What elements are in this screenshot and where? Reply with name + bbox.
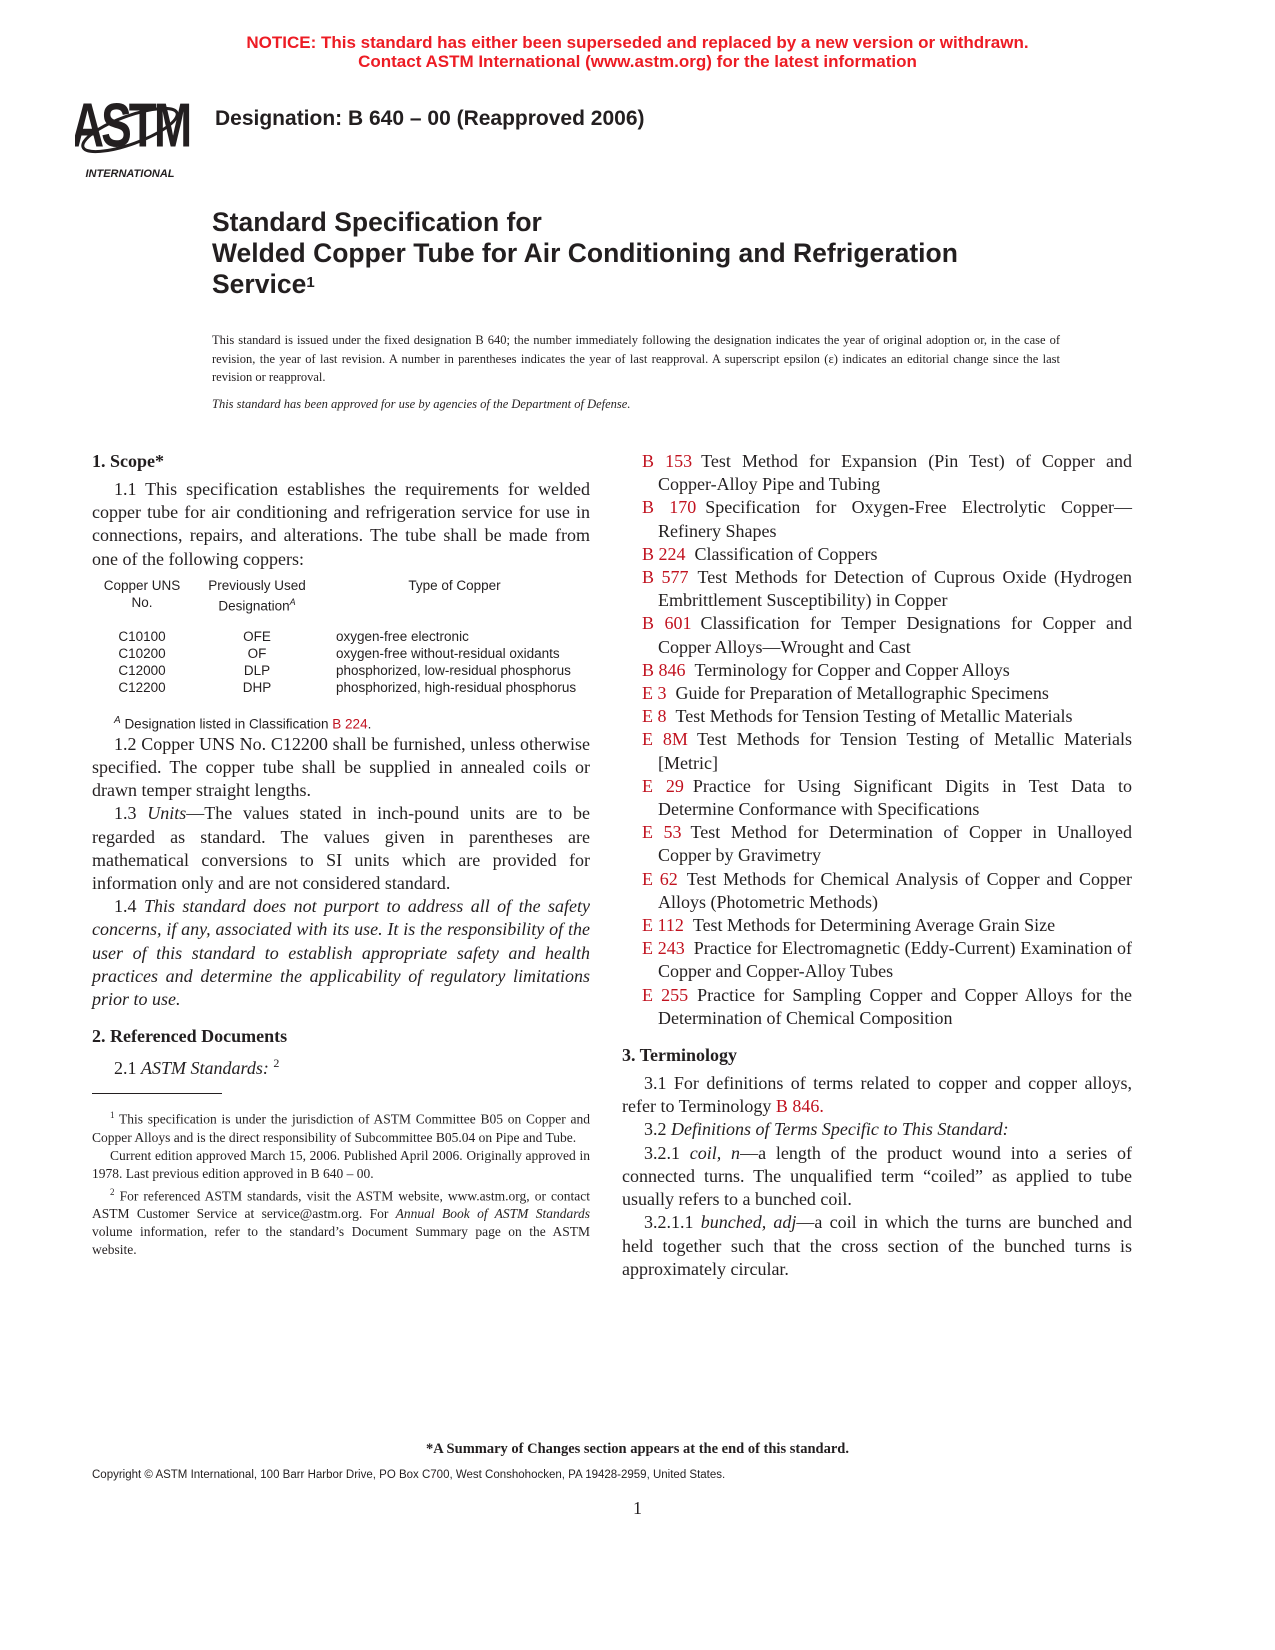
footnote-divider (92, 1093, 222, 1094)
title-line-3: Service$^1$ (212, 269, 315, 299)
superseded-notice (0, 33, 1275, 71)
reference-title: Test Methods for Determining Average Grain Size (692, 915, 1056, 936)
reference-code-link[interactable]: B 577 (642, 567, 689, 588)
document-title (212, 207, 958, 300)
footnote-2-link[interactable]: 2 (273, 1056, 280, 1071)
reference-title: Test Methods for Chemical Analysis of Copper and Copper Alloys (Photometric Methods) (658, 868, 1132, 912)
reference-title: Specification for Oxygen-Free Electrolytic Copper—Refinery Shapes (658, 497, 1132, 541)
reference-item (642, 914, 1132, 937)
paragraph-1-4: 1.4 This standard does not purport to address all of the safety concerns, if any, associated with its use. It is the responsibility of the user of this standard to establish appropriate safety and health practices and determine the applicability of regulatory limitations prior to use. (92, 896, 590, 1010)
notice-line-2: Contact ASTM International (www.astm.org) for the latest information (358, 52, 917, 71)
reference-item (642, 496, 1132, 542)
table-row: C10100 OFE oxygen-free electronic (118, 629, 469, 645)
footnote-2: $^2$ For referenced ASTM standards, visit the ASTM website, www.astm.org, or contact ASTM Customer Service at service@astm.org. For Annual Book of ASTM Standards volume information, refer to the standard’s Document Summary page on the ASTM website. (92, 1186, 591, 1257)
column-header-designation: Previously Used Designation$^A$ (208, 577, 306, 614)
reference-code-link[interactable]: E 8M (642, 729, 688, 750)
page-number: 1 (633, 1498, 642, 1518)
notice-line-1: NOTICE: This standard has either been superseded and replaced by a new version or withdrawn. (246, 33, 1029, 52)
reference-item (642, 868, 1132, 914)
link-b846[interactable]: B 846. (775, 1096, 824, 1117)
reference-code-link[interactable]: E 255 (642, 984, 689, 1005)
summary-of-changes-note: *A Summary of Changes section appears at the end of this standard. (426, 1441, 849, 1457)
section-1-heading: 1. Scope* (92, 451, 164, 471)
paragraph-3-2-1: 3.2.1 coil, n—a length of the product wound into a series of connected turns. The unqualified term “coiled” as applied to tube usually refers to a bunched coil. (622, 1142, 1132, 1210)
reference-code-link[interactable]: B 601 (642, 613, 692, 634)
reference-item (642, 984, 1132, 1030)
reference-title: Test Methods for Detection of Cuprous Oxide (Hydrogen Embrittlement Susceptibility) in Copper (658, 567, 1132, 611)
reference-title: Classification of Coppers (694, 543, 878, 564)
left-column (92, 450, 590, 1080)
reference-item (642, 682, 1132, 705)
copper-types-table (92, 577, 587, 697)
link-b224[interactable]: B 224 (332, 716, 368, 732)
footnote-1: $^1$ This specification is under the jurisdiction of ASTM Committee B05 on Copper and Copper Alloys and is the direct responsibility of Subcommittee B05.04 on Pipe and Tube. (92, 1110, 590, 1145)
reference-title: Practice for Sampling Copper and Copper Alloys for the Determination of Chemical Composition (658, 984, 1132, 1028)
footnotes (92, 1106, 590, 1259)
referenced-standards-list (642, 450, 1133, 1030)
issuance-statement: This standard is issued under the fixed designation B 640; the number immediately following the designation indicates the year of original adoption or, in the case of revision, the year of last revision. A number in parentheses indicates the year of last reapproval. A superscript epsilon (ε) indicates an editorial change since the last revision or reapproval. (212, 333, 1060, 384)
section-2-heading: 2. Referenced Documents (92, 1026, 288, 1047)
astm-logo (75, 95, 195, 180)
svg-text:ASTM: ASTM (75, 95, 190, 160)
section-3-heading: 3. Terminology (622, 1045, 738, 1066)
title-footnote-link[interactable]: 1 (306, 274, 315, 291)
reference-title: Test Method for Expansion (Pin Test) of Copper and Copper-Alloy Pipe and Tubing (658, 451, 1132, 495)
reference-title: Practice for Using Significant Digits in Test Data to Determine Conformance with Specifications (658, 775, 1133, 820)
reference-item (642, 821, 1132, 867)
reference-title: Classification for Temper Designations for Copper and Copper Alloys—Wrought and Cast (658, 613, 1132, 657)
reference-title: Guide for Preparation of Metallographic Specimens (675, 683, 1049, 704)
reference-code-link[interactable]: E 62 (642, 868, 678, 889)
reference-item (642, 612, 1132, 658)
table-row: C12200 DHP phosphorized, high-residual phosphorus (118, 680, 577, 696)
reference-item (642, 728, 1132, 774)
paragraph-2-1: 2.1 ASTM Standards: $^2$ (114, 1056, 280, 1079)
paragraph-3-1: 3.1 For definitions of terms related to copper and copper alloys, refer to Terminology B 846. (622, 1073, 1132, 1117)
title-line-1: Standard Specification for (212, 207, 542, 237)
reference-code-link[interactable]: B 846 (642, 659, 686, 680)
table-footnote: $^A$ Designation listed in Classification B 224. (114, 715, 372, 732)
reference-title: Test Method for Determination of Copper in Unalloyed Copper by Gravimetry (658, 822, 1132, 866)
column-header-type: Type of Copper (408, 577, 501, 593)
column-header-uns: Copper UNS No. (103, 577, 181, 610)
paragraph-3-2: 3.2 Definitions of Terms Specific to This Standard: (644, 1119, 1009, 1140)
reference-code-link[interactable]: E 8 (642, 706, 667, 727)
reference-title: Test Methods for Tension Testing of Metallic Materials [Metric] (658, 729, 1133, 773)
astm-logo-icon (75, 95, 195, 180)
table-header-row (92, 577, 587, 615)
designation: Designation: B 640 – 00 (Reapproved 2006) (215, 107, 645, 130)
copyright: Copyright © ASTM International, 100 Barr Harbor Drive, PO Box C700, West Conshohocken, PA 19428-2959, United States. (92, 1469, 726, 1481)
reference-code-link[interactable]: E 3 (642, 683, 667, 704)
svg-text:INTERNATIONAL: INTERNATIONAL (85, 168, 175, 180)
reference-item (642, 705, 1132, 728)
reference-item (642, 543, 1132, 566)
reference-code-link[interactable]: B 153 (642, 451, 693, 471)
reference-item (642, 566, 1132, 612)
reference-item (642, 775, 1132, 821)
reference-item (642, 937, 1132, 983)
table-row: C10200 OF oxygen-free without-residual oxidants (118, 646, 560, 662)
reference-code-link[interactable]: E 243 (642, 938, 685, 959)
reference-code-link[interactable]: B 170 (642, 497, 697, 518)
right-column (622, 450, 1133, 1281)
paragraph-3-2-1-1: 3.2.1.1 bunched, adj—a coil in which the turns are bunched and held together such that the cross section of the bunched turns is approximately circular. (622, 1212, 1133, 1279)
reference-item (642, 450, 1132, 496)
dod-approval-statement: This standard has been approved for use by agencies of the Department of Defense. (212, 397, 631, 411)
reference-code-link[interactable]: E 53 (642, 822, 682, 843)
reference-code-link[interactable]: B 224 (642, 543, 686, 564)
paragraph-1-3: 1.3 Units—The values stated in inch-pound units are to be regarded as standard. The values given in parentheses are mathematical conversions to SI units which are provided for information only and are not considered standard. (92, 803, 590, 894)
reference-title: Test Methods for Tension Testing of Metallic Materials (675, 706, 1073, 727)
footnote-1-edition: Current edition approved March 15, 2006. Published April 2006. Originally approved in 1978. Last previous edition approved in B 640 – 00. (92, 1147, 590, 1181)
reference-code-link[interactable]: E 112 (642, 915, 684, 936)
reference-title: Practice for Electromagnetic (Eddy-Current) Examination of Copper and Copper-Alloy Tubes (658, 938, 1133, 982)
reference-title: Terminology for Copper and Copper Alloys (694, 659, 1010, 680)
title-line-2: Welded Copper Tube for Air Conditioning and Refrigeration (212, 238, 958, 268)
paragraph-1-1: 1.1 This specification establishes the requirements for welded copper tube for air conditioning and refrigeration service for use in connections, repairs, and alterations. The tube shall be made from one of the following coppers: (92, 479, 590, 569)
paragraph-1-2: 1.2 Copper UNS No. C12200 shall be furnished, unless otherwise specified. The copper tube shall be supplied in annealed coils or drawn temper straight lengths. (92, 733, 590, 801)
table-row: C12000 DLP phosphorized, low-residual phosphorus (118, 663, 571, 679)
reference-code-link[interactable]: E 29 (642, 775, 684, 796)
reference-item (642, 659, 1132, 682)
